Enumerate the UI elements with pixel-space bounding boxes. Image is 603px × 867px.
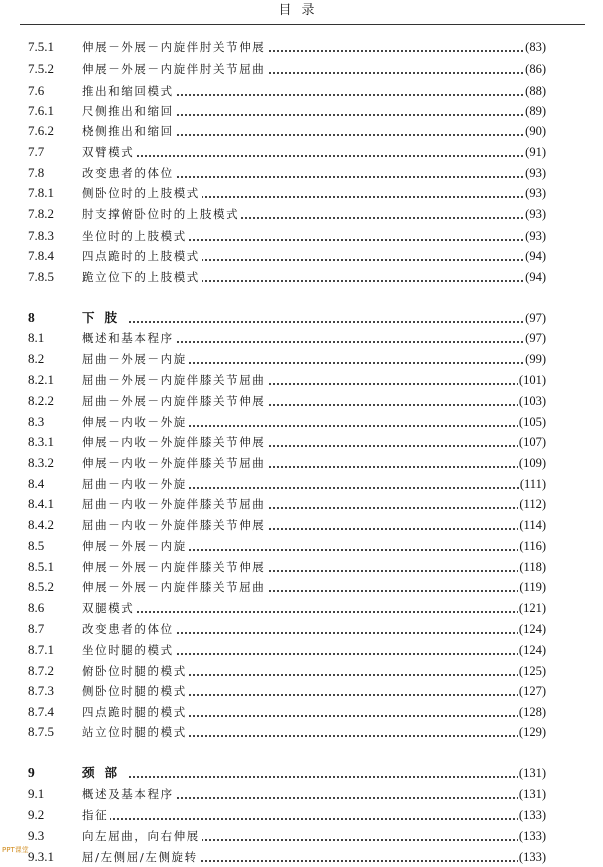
page-number: (116): [518, 536, 546, 556]
section-title: 屈曲－外展－内旋: [82, 349, 189, 369]
watermark-logo: [2, 846, 42, 862]
toc-row: [0, 722, 603, 742]
section-title: 侧卧位时腿的模式: [82, 681, 189, 701]
toc-row: [0, 412, 603, 432]
section-title: 双腿模式: [82, 598, 136, 618]
section-title: 四点跪时的上肢模式: [82, 246, 202, 266]
section-number: 7.6: [28, 83, 45, 98]
section-number: 7.8.2: [28, 206, 54, 221]
section-number: 8: [28, 310, 35, 325]
toc-row: [0, 702, 603, 722]
section-title: 伸展－内收－外旋伴膝关节屈曲: [82, 453, 267, 473]
toc-row: [0, 432, 603, 452]
toc-row: [0, 598, 603, 618]
section-number: 7.8.5: [28, 269, 54, 284]
section-number: 7.5.2: [28, 61, 54, 76]
toc-row: [0, 640, 603, 660]
section-number: 7.5.1: [28, 39, 54, 54]
page-number: (97): [524, 308, 546, 328]
watermark-text: PPT课堂: [2, 846, 29, 854]
toc-row: [0, 121, 603, 141]
section-number: 9.2: [28, 807, 45, 822]
toc-row: [0, 515, 603, 535]
header-rule: [20, 24, 585, 25]
page-number: (114): [518, 515, 546, 535]
page-number: (91): [524, 142, 546, 162]
section-title: 推出和缩回模式: [82, 81, 176, 101]
section-title: 坐位时腿的模式: [82, 640, 176, 660]
section-number: 8.5: [28, 538, 45, 553]
section-number: 8.4: [28, 476, 45, 491]
section-title: 改变患者的体位: [82, 163, 176, 183]
section-title: 改变患者的体位: [82, 619, 176, 639]
page-number: (128): [518, 702, 546, 722]
page-number: (133): [518, 847, 546, 867]
section-number: 8.7: [28, 621, 45, 636]
section-number: 9: [28, 765, 35, 780]
section-title: 桡侧推出和缩回: [82, 121, 176, 141]
toc-row: [0, 391, 603, 411]
section-number: 9.3.1: [28, 849, 54, 864]
section-number: 8.7.5: [28, 724, 54, 739]
section-title: 屈曲－外展－内旋伴膝关节伸展: [82, 391, 267, 411]
page-header: 目录: [278, 3, 325, 18]
section-number: 7.8.4: [28, 248, 54, 263]
page-number: (119): [518, 577, 546, 597]
page-number: (83): [524, 37, 546, 57]
section-title: 指征: [82, 805, 110, 825]
section-number: 8.2.2: [28, 393, 54, 408]
section-number: 9.1: [28, 786, 45, 801]
section-title: 屈曲－外展－内旋伴膝关节屈曲: [82, 370, 267, 390]
toc-row: [0, 577, 603, 597]
section-title: 屈曲－内收－外旋伴膝关节伸展: [82, 515, 267, 535]
section-title: 伸展－外展－内旋伴肘关节伸展: [82, 37, 267, 57]
page-number: (105): [518, 412, 546, 432]
section-number: 8.2.1: [28, 372, 54, 387]
toc-row: [0, 226, 603, 246]
toc-chapter-row: [0, 763, 603, 783]
page-number: (89): [524, 101, 546, 121]
section-title: 跪立位下的上肢模式: [82, 267, 202, 287]
section-number: 8.7.1: [28, 642, 54, 657]
toc-row: [0, 142, 603, 162]
toc-row: [0, 661, 603, 681]
section-title: 伸展－外展－内旋伴肘关节屈曲: [82, 59, 267, 79]
section-number: 7.8.1: [28, 185, 54, 200]
toc-row: [0, 619, 603, 639]
toc-row: [0, 805, 603, 825]
page-number: (86): [524, 59, 546, 79]
section-title: 侧卧位时的上肢模式: [82, 183, 202, 203]
page-number: (133): [518, 826, 546, 846]
section-number: 8.5.1: [28, 559, 54, 574]
page-number: (101): [518, 370, 546, 390]
section-title: 站立位时腿的模式: [82, 722, 189, 742]
page-number: (93): [524, 183, 546, 203]
dot-leader: [82, 818, 546, 820]
toc-row: [0, 163, 603, 183]
section-title: 尺侧推出和缩回: [82, 101, 176, 121]
page-number: (131): [518, 763, 546, 783]
section-title: 概述和基本程序: [82, 328, 176, 348]
page-number: (93): [524, 204, 546, 224]
section-title: 屈曲－内收－外旋伴膝关节屈曲: [82, 494, 267, 514]
toc-row: [0, 536, 603, 556]
page-number: (97): [524, 328, 546, 348]
page-number: (131): [518, 784, 546, 804]
section-number: 8.1: [28, 330, 45, 345]
section-number: 8.7.4: [28, 704, 54, 719]
section-title: 伸展－内收－外旋: [82, 412, 189, 432]
section-number: 8.5.2: [28, 579, 54, 594]
page-number: (124): [518, 640, 546, 660]
section-title: 下肢: [82, 308, 129, 328]
section-title: 颈部: [82, 763, 129, 783]
page-number: (118): [518, 557, 546, 577]
dot-leader: [82, 611, 546, 613]
section-number: 7.7: [28, 144, 45, 159]
toc-row: [0, 370, 603, 390]
section-title: 向左屈曲，向右伸展: [82, 826, 202, 846]
section-title: 肘支撑俯卧位时的上肢模式: [82, 204, 241, 224]
toc-row: [0, 681, 603, 701]
page-number: (121): [518, 598, 546, 618]
page-number: (124): [518, 619, 546, 639]
page-number: (90): [524, 121, 546, 141]
page-number: (112): [518, 494, 546, 514]
section-number: 7.6.2: [28, 123, 54, 138]
section-number: 8.4.1: [28, 496, 54, 511]
page-number: (93): [524, 226, 546, 246]
section-number: 8.7.3: [28, 683, 54, 698]
section-number: 8.3.2: [28, 455, 54, 470]
section-number: 8.3: [28, 414, 45, 429]
section-number: 9.3: [28, 828, 45, 843]
toc-row: [0, 494, 603, 514]
section-title: 伸展－外展－内旋: [82, 536, 189, 556]
toc-row: [0, 474, 603, 494]
toc-row: [0, 349, 603, 369]
section-number: 7.8.3: [28, 228, 54, 243]
section-title: 坐位时的上肢模式: [82, 226, 189, 246]
toc-row: [0, 59, 603, 79]
page-number: (111): [519, 474, 546, 494]
section-number: 8.6: [28, 600, 45, 615]
toc-row: [0, 37, 603, 57]
page-number: (109): [518, 453, 546, 473]
section-number: 7.8: [28, 165, 45, 180]
section-title: 伸展－外展－内旋伴膝关节伸展: [82, 557, 267, 577]
toc-row: [0, 826, 603, 846]
toc-row: [0, 204, 603, 224]
section-number: 8.3.1: [28, 434, 54, 449]
section-number: 7.6.1: [28, 103, 54, 118]
section-number: 8.4.2: [28, 517, 54, 532]
section-title: 俯卧位时腿的模式: [82, 661, 189, 681]
section-number: 8.7.2: [28, 663, 54, 678]
dot-leader: [82, 321, 546, 323]
toc-row: [0, 183, 603, 203]
page-number: (125): [518, 661, 546, 681]
section-title: 伸展－外展－内旋伴膝关节屈曲: [82, 577, 267, 597]
page-number: (88): [524, 81, 546, 101]
page-number: (94): [524, 267, 546, 287]
toc-row: [0, 328, 603, 348]
toc-row: [0, 267, 603, 287]
toc-row: [0, 847, 603, 867]
toc-chapter-row: [0, 308, 603, 328]
toc-row: [0, 101, 603, 121]
toc-row: [0, 784, 603, 804]
section-title: 双臂模式: [82, 142, 136, 162]
page-number: (94): [524, 246, 546, 266]
page-number: (129): [518, 722, 546, 742]
toc-row: [0, 453, 603, 473]
section-title: 概述及基本程序: [82, 784, 176, 804]
dot-leader: [82, 776, 546, 778]
section-title: 伸展－内收－外旋伴膝关节伸展: [82, 432, 267, 452]
section-title: 屈曲－内收－外旋: [82, 474, 189, 494]
toc-row: [0, 246, 603, 266]
toc-row: [0, 81, 603, 101]
section-title: 四点跪时腿的模式: [82, 702, 189, 722]
page-number: (103): [518, 391, 546, 411]
page-number: (93): [524, 163, 546, 183]
page-number: (107): [518, 432, 546, 452]
dot-leader: [82, 155, 546, 157]
page-number: (127): [518, 681, 546, 701]
section-title: 屈/左侧屈/左侧旋转: [82, 847, 200, 867]
page-number: (99): [524, 349, 546, 369]
page-number: (133): [518, 805, 546, 825]
section-number: 8.2: [28, 351, 45, 366]
toc-row: [0, 557, 603, 577]
